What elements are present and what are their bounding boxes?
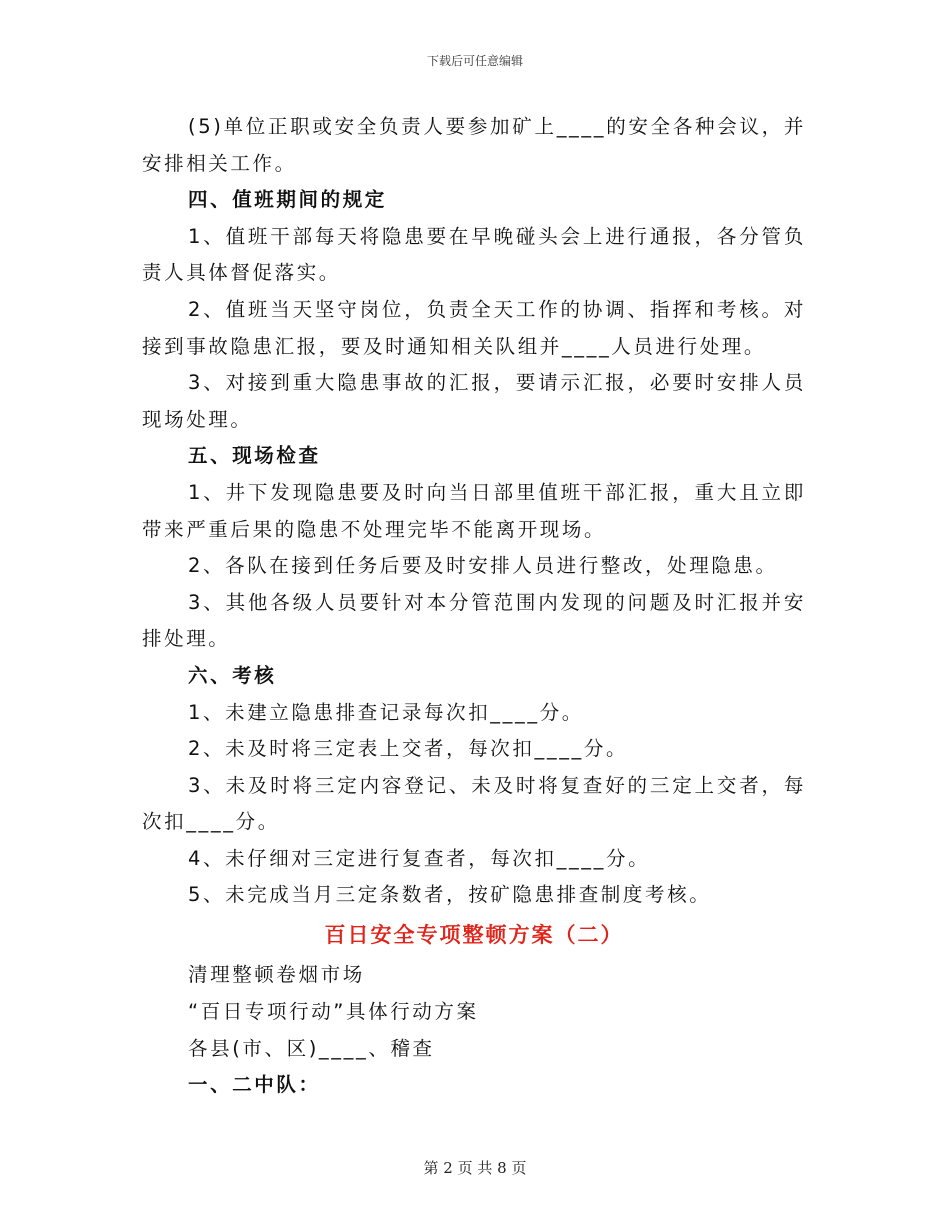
page-number: 第 2 页 共 8 页 bbox=[423, 1159, 527, 1177]
section-heading: 一、二中队： bbox=[188, 1073, 321, 1097]
paragraph: 3、其他各级人员要针对本分管范围内发现的问题及时汇报并安排处理。 bbox=[142, 590, 806, 651]
paragraph: “百日专项行动”具体行动方案 bbox=[188, 1000, 479, 1024]
document-title: 百日安全专项整顿方案（二） bbox=[324, 922, 624, 948]
paragraph: 4、未仔细对三定进行复查者，每次扣____分。 bbox=[188, 846, 651, 870]
paragraph: 5、未完成当月三定条数者，按矿隐患排查制度考核。 bbox=[188, 883, 712, 907]
section-heading: 六、考核 bbox=[188, 663, 277, 687]
paragraph: 各县(市、区)____、稽查 bbox=[188, 1037, 435, 1061]
paragraph: 1、值班干部每天将隐患要在早晚碰头会上进行通报，各分管负责人具体督促落实。 bbox=[142, 224, 806, 285]
paragraph: 2、未及时将三定表上交者，每次扣____分。 bbox=[188, 737, 629, 761]
section-heading: 五、现场检查 bbox=[188, 444, 321, 468]
section-heading: 四、值班期间的规定 bbox=[188, 188, 387, 212]
paragraph: 2、各队在接到任务后要及时安排人员进行整改，处理隐患。 bbox=[188, 554, 778, 578]
paragraph: 清理整顿卷烟市场 bbox=[188, 963, 365, 987]
paragraph: 1、井下发现隐患要及时向当日部里值班干部汇报，重大且立即带来严重后果的隐患不处理完毕不能离开现场。 bbox=[142, 480, 806, 541]
header-note: 下载后可任意编辑 bbox=[426, 54, 523, 68]
paragraph: 3、未及时将三定内容登记、未及时将复查好的三定上交者，每次扣____分。 bbox=[142, 773, 806, 834]
paragraph: 1、未建立隐患排查记录每次扣____分。 bbox=[188, 700, 584, 724]
paragraph: 2、值班当天坚守岗位，负责全天工作的协调、指挥和考核。对接到事故隐患汇报，要及时通知相关队组并____人员进行处理。 bbox=[142, 297, 806, 358]
document-body bbox=[142, 109, 806, 1104]
paragraph: (5)单位正职或安全负责人要参加矿上____的安全各种会议，并安排相关工作。 bbox=[142, 115, 806, 175]
paragraph: 3、对接到重大隐患事故的汇报，要请示汇报，必要时安排人员现场处理。 bbox=[142, 371, 806, 431]
